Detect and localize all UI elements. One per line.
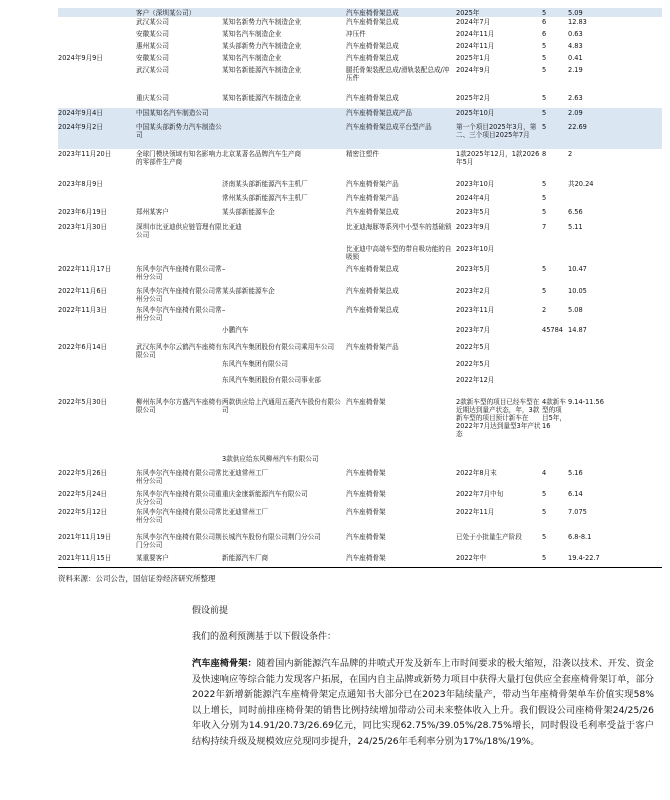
cell-oem: 东风汽车集团有限公司	[222, 360, 288, 368]
cell-product: 汽车座椅骨架	[346, 398, 386, 406]
cell-sop: 2022年5月	[456, 343, 491, 351]
cell-life: 5	[542, 9, 547, 17]
cell-date: 2024年9月2日	[58, 123, 103, 131]
paragraph-body: 随着国内新能源汽车品牌的井喷式开发及新车上市时间要求的极大缩短，沿袭以技术、开发、资金及快速响应等综合能力发现客户拓展，在国内自主品牌或新势力项目中获得大量打包供应全套座椅骨架订单，部分2022年新增新能源汽车座椅骨架定点通知书大部分已在2023年陆续量产，带动当年座椅骨架单车价值实现58%以上增长，同时前排座椅骨架的销售比例持续增加带动公司未来整体收入上升。我们假设公司座椅骨架24/25/26年收入分别为14.91/20.73/26.69亿元，同比实现62.75%/39.05%/28.75%增长，同时假设毛利率受益于客户结构持续升级及规模效应兑现同步提升，24/25/26年毛利率分别为17%/18%/19%。	[192, 658, 654, 747]
cell-client: 惠州某公司	[136, 42, 169, 50]
cell-product: 汽车座椅骨架	[346, 554, 386, 562]
cell-life: 5	[542, 66, 547, 74]
cell-amount: 5.16	[568, 469, 583, 477]
cell-life: 4款新车型的项目5年，16	[542, 398, 566, 430]
cell-amount	[568, 360, 614, 375]
cell-life: 7	[542, 223, 547, 231]
cell-amount: 6.8-8.1	[568, 533, 592, 541]
cell-date: 2022年5月30日	[58, 398, 108, 406]
cell-client: 东风李尔汽车座椅有限公司常州分公司	[136, 469, 222, 485]
cell-amount: 7.075	[568, 508, 587, 516]
cell-product: 汽车座椅骨架总成	[346, 18, 399, 26]
cell-oem: 某知名新势力汽车制造企业	[222, 18, 302, 26]
cell-date: 2022年5月24日	[58, 490, 108, 498]
source-note: 资料来源：公司公告，国信证券经济研究所整理	[58, 574, 216, 583]
cell-oem: 某知名新能源汽车制造企业	[222, 94, 302, 102]
cell-life: 5	[542, 54, 547, 62]
cell-oem: 比亚迪	[222, 223, 242, 231]
cell-sop: 2款新车型的项目已经车型在近期达到量产状态，年，3款新车型的项目预计新车在2022年7月达到量型3年产状态	[456, 398, 541, 438]
cell-oem: 东风汽车集团股份有限公司乘用车公司	[222, 343, 335, 351]
cell-product: 汽车座椅骨架总成平台型产品	[346, 123, 432, 131]
cell-oem: 小鹏汽车	[222, 326, 249, 334]
cell-sop: 2023年10月	[456, 180, 495, 188]
cell-client: 东风李尔汽车座椅有限公司常州分公司	[136, 508, 222, 524]
cell-amount: 6.14	[568, 490, 583, 498]
cell-amount: 10.05	[568, 287, 587, 295]
cell-date: 2022年11月17日	[58, 265, 112, 273]
cell-oem: 比亚迪常州工厂	[222, 469, 269, 477]
cell-sop: 2023年10月	[456, 245, 495, 253]
cell-client: 深圳市比亚迪供应链管理有限公司	[136, 223, 222, 239]
cell-life: 8	[542, 150, 547, 158]
cell-client: 柳州东风李尔方盛汽车座椅有限公司	[136, 398, 222, 414]
cell-sop: 2025年10月	[456, 109, 495, 117]
cell-date	[58, 30, 134, 41]
cell-client: 重庆某公司	[136, 94, 169, 102]
cell-oem: 两款供应给上汽通用五菱汽车股份有限公司	[222, 398, 341, 414]
cell-oem: 3款供应给东风柳州汽车有限公司	[222, 455, 319, 463]
cell-life: 5	[542, 94, 547, 102]
section-title: 假设前提	[192, 606, 229, 616]
cell-life: 5	[542, 490, 547, 498]
cell-client: 郑州某客户	[136, 208, 169, 216]
cell-date: 2022年11月3日	[58, 306, 108, 314]
cell-product	[346, 376, 454, 397]
cell-amount	[568, 376, 614, 397]
cell-date: 2024年9月4日	[58, 109, 103, 117]
cell-client: 客户（深圳某公司）	[136, 9, 196, 17]
cell-oem: –	[222, 306, 226, 314]
cell-client: 东风李尔汽车座椅有限公司常州分公司	[136, 306, 222, 322]
cell-product: 汽车座椅骨架总成	[346, 42, 399, 50]
cell-date: 2022年5月12日	[58, 508, 108, 516]
cell-amount: 12.83	[568, 18, 587, 26]
cell-sop: 2022年8月末	[456, 469, 497, 477]
cell-product	[346, 360, 454, 375]
cell-amount: 5.09	[568, 9, 583, 17]
cell-amount: 2.09	[568, 109, 583, 117]
cell-life: 5	[542, 109, 547, 117]
cell-client	[136, 245, 222, 264]
cell-amount: 2.19	[568, 66, 583, 74]
table-bottom-rule	[58, 567, 662, 568]
cell-client	[136, 180, 222, 193]
cell-sop: 2024年4月	[456, 194, 491, 202]
cell-amount: 9.14-11.56	[568, 398, 604, 406]
cell-life: 5	[542, 287, 547, 295]
cell-client: 东风李尔汽车座椅有限公司荆门分公司	[136, 533, 222, 549]
cell-date: 2024年9月9日	[58, 54, 103, 62]
cell-sop: 1款2025年12月，1款2026年5月	[456, 150, 540, 166]
cell-product: 汽车座椅骨架	[346, 508, 386, 516]
cell-date: 2021年11月15日	[58, 554, 112, 562]
cell-product: 汽车座椅骨架产品	[346, 194, 399, 202]
cell-date	[58, 455, 134, 468]
cell-product	[346, 455, 454, 468]
cell-amount	[568, 194, 614, 207]
cell-client	[136, 326, 222, 342]
cell-oem	[222, 9, 346, 17]
cell-amount: 19.4-22.7	[568, 554, 600, 562]
cell-sop	[456, 455, 542, 468]
cell-product: 汽车座椅骨架总成	[346, 306, 399, 314]
cell-oem: 常州某头部新能源汽车主机厂	[222, 194, 308, 202]
cell-sop: 2023年5月	[456, 265, 491, 273]
cell-amount: 0.41	[568, 54, 583, 62]
cell-product: 汽车座椅骨架产品	[346, 343, 399, 351]
cell-date: 2022年5月26日	[58, 469, 108, 477]
cell-amount: 5.11	[568, 223, 583, 231]
cell-sop: 2025年	[456, 9, 480, 17]
cell-amount: 2	[568, 150, 573, 158]
cell-oem: 重庆金康新能源汽车有限公司	[222, 490, 308, 498]
cell-life	[542, 360, 566, 375]
cell-oem: 某头部新能源车企	[222, 208, 275, 216]
cell-oem	[222, 245, 346, 264]
cell-amount: 14.87	[568, 326, 587, 334]
cell-amount: 0.63	[568, 30, 583, 38]
cell-date: 2023年8月9日	[58, 180, 103, 188]
cell-client	[136, 455, 222, 468]
paragraph-label: 汽车座椅骨架：	[192, 658, 257, 669]
cell-product: 精密注塑件	[346, 150, 379, 158]
cell-amount: 6.56	[568, 208, 583, 216]
cell-sop: 2024年9月	[456, 66, 491, 74]
cell-sop: 2022年7月中旬	[456, 490, 504, 498]
cell-client: 安徽某公司	[136, 30, 169, 38]
cell-oem: 某知名汽车制造企业	[222, 30, 282, 38]
cell-amount: 22.69	[568, 123, 587, 131]
cell-sop: 2023年9月	[456, 223, 491, 231]
cell-oem: 某头部新势力汽车制造企业	[222, 42, 302, 50]
cell-date: 2022年6月14日	[58, 343, 108, 351]
cell-product	[346, 326, 454, 342]
cell-date: 2023年11月20日	[58, 150, 112, 158]
cell-life: 5	[542, 180, 547, 188]
cell-sop: 2023年11月	[456, 306, 495, 314]
cell-client: 武汉东风李尔云鹤汽车座椅有限公司	[136, 343, 222, 359]
cell-oem: 某知名新能源汽车制造企业	[222, 66, 302, 74]
cell-client: 东风李尔汽车座椅有限公司常州分公司	[136, 265, 222, 281]
cell-sop: 2025年2月	[456, 94, 491, 102]
cell-life: 4	[542, 469, 547, 477]
cell-sop: 2022年11月	[456, 508, 495, 516]
cell-life: 5	[542, 265, 547, 273]
cell-date	[58, 245, 134, 264]
cell-date	[58, 42, 134, 53]
cell-sop: 已处于小批量生产阶段	[456, 533, 522, 541]
section-intro: 我们的盈利预测基于以下假设条件：	[192, 632, 337, 642]
cell-life	[542, 455, 566, 468]
cell-date: 2021年11月19日	[58, 533, 112, 541]
cell-product: 汽车座椅骨架总成	[346, 265, 399, 273]
cell-oem	[222, 123, 346, 149]
cell-product: 腿托骨架装配总成/滑轨装配总成/冲压件	[346, 66, 450, 82]
cell-sop: 2023年5月	[456, 208, 491, 216]
cell-date: 2023年1月30日	[58, 223, 108, 231]
cell-client	[136, 360, 222, 375]
cell-amount	[568, 455, 614, 468]
cell-client	[136, 194, 222, 207]
cell-product: 汽车座椅骨架	[346, 490, 386, 498]
cell-life: 5	[542, 508, 547, 516]
cell-sop: 第一个项目2025年3月，第二、三个项目2025年7月	[456, 123, 537, 139]
cell-oem: –	[222, 265, 226, 273]
cell-product: 冲压件	[346, 30, 366, 38]
cell-product: 汽车座椅骨架总成	[346, 54, 399, 62]
cell-amount: 5.08	[568, 306, 583, 314]
cell-oem: 某头部新能源车企	[222, 287, 275, 295]
seat-frame-paragraph	[192, 656, 654, 749]
cell-sop: 2023年7月	[456, 326, 491, 334]
cell-client: 中国某知名汽车制造公司	[136, 109, 209, 117]
cell-oem: 新能源汽车厂商	[222, 554, 269, 562]
cell-client	[136, 376, 222, 397]
cell-date	[58, 376, 134, 397]
orders-table	[58, 8, 662, 567]
cell-client: 全球门模块领域有知名影响力的零部件生产商	[136, 150, 222, 166]
cell-date	[58, 194, 134, 207]
cell-oem: 长城汽车股份有限公司荆门分公司	[222, 533, 321, 541]
cell-life: 45784	[542, 326, 563, 334]
cell-life: 5	[542, 533, 547, 541]
cell-life: 5	[542, 42, 547, 50]
cell-sop: 2025年1月	[456, 54, 491, 62]
cell-product: 汽车座椅骨架总成产品	[346, 109, 412, 117]
cell-sop: 2024年11月	[456, 30, 495, 38]
cell-oem: 东风汽车集团股份有限公司事业部	[222, 376, 321, 384]
cell-client: 东风李尔汽车座椅有限公司常州分公司	[136, 287, 222, 303]
cell-life	[542, 343, 566, 359]
cell-oem: 比亚迪常州工厂	[222, 508, 269, 516]
cell-product: 汽车座椅骨架	[346, 469, 386, 477]
cell-amount: 10.47	[568, 265, 587, 273]
cell-date	[58, 18, 134, 29]
cell-product: 汽车座椅骨架总成	[346, 94, 399, 102]
cell-product: 汽车座椅骨架总成	[346, 208, 399, 216]
cell-client: 武汉某公司	[136, 66, 169, 74]
cell-client: 武汉某公司	[136, 18, 169, 26]
cell-oem	[222, 109, 346, 122]
cell-date	[58, 360, 134, 375]
cell-product: 汽车座椅骨架总成	[346, 9, 399, 17]
cell-life	[542, 376, 566, 397]
cell-client: 东风李尔汽车座椅有限公司重庆分公司	[136, 490, 222, 506]
cell-life: 5	[542, 194, 547, 202]
cell-sop: 2022年12月	[456, 376, 495, 384]
cell-life: 6	[542, 30, 547, 38]
cell-sop: 2024年7月	[456, 18, 491, 26]
cell-amount	[568, 343, 614, 359]
cell-life: 6	[542, 18, 547, 26]
cell-amount: 共20.24	[568, 180, 594, 188]
cell-client: 某重要客户	[136, 554, 169, 562]
cell-sop: 2022年5月	[456, 360, 491, 368]
cell-date: 2023年6月19日	[58, 208, 108, 216]
cell-product: 汽车座椅骨架总成	[346, 287, 399, 295]
cell-oem: 某知名汽车制造企业	[222, 54, 282, 62]
cell-oem: 北京某著名品牌汽车生产商	[222, 150, 302, 158]
cell-sop: 2022年中	[456, 554, 486, 562]
cell-life	[542, 245, 566, 264]
cell-client: 中国某头部新势力汽车制造公司	[136, 123, 222, 139]
cell-date	[58, 9, 134, 17]
cell-date	[58, 94, 134, 108]
cell-life: 5	[542, 554, 547, 562]
cell-life: 5	[542, 123, 547, 131]
cell-date: 2022年11月6日	[58, 287, 108, 295]
cell-product: 比亚迪海豚等系列中小型车的基础锁	[346, 223, 452, 231]
cell-product: 比亚迪中高端车型的带自吸功能的自吸锁	[346, 245, 452, 261]
cell-date	[58, 66, 134, 93]
cell-date	[58, 326, 134, 342]
cell-product: 汽车座椅骨架产品	[346, 180, 399, 188]
cell-amount: 4.83	[568, 42, 583, 50]
cell-amount	[568, 245, 614, 264]
cell-life: 2	[542, 306, 547, 314]
cell-life: 5	[542, 208, 547, 216]
cell-client: 安徽某公司	[136, 54, 169, 62]
cell-oem: 济南某头部新能源汽车主机厂	[222, 180, 308, 188]
cell-sop: 2024年11月	[456, 42, 495, 50]
cell-amount: 2.63	[568, 94, 583, 102]
cell-product: 汽车座椅骨架	[346, 533, 386, 541]
cell-sop: 2023年2月	[456, 287, 491, 295]
